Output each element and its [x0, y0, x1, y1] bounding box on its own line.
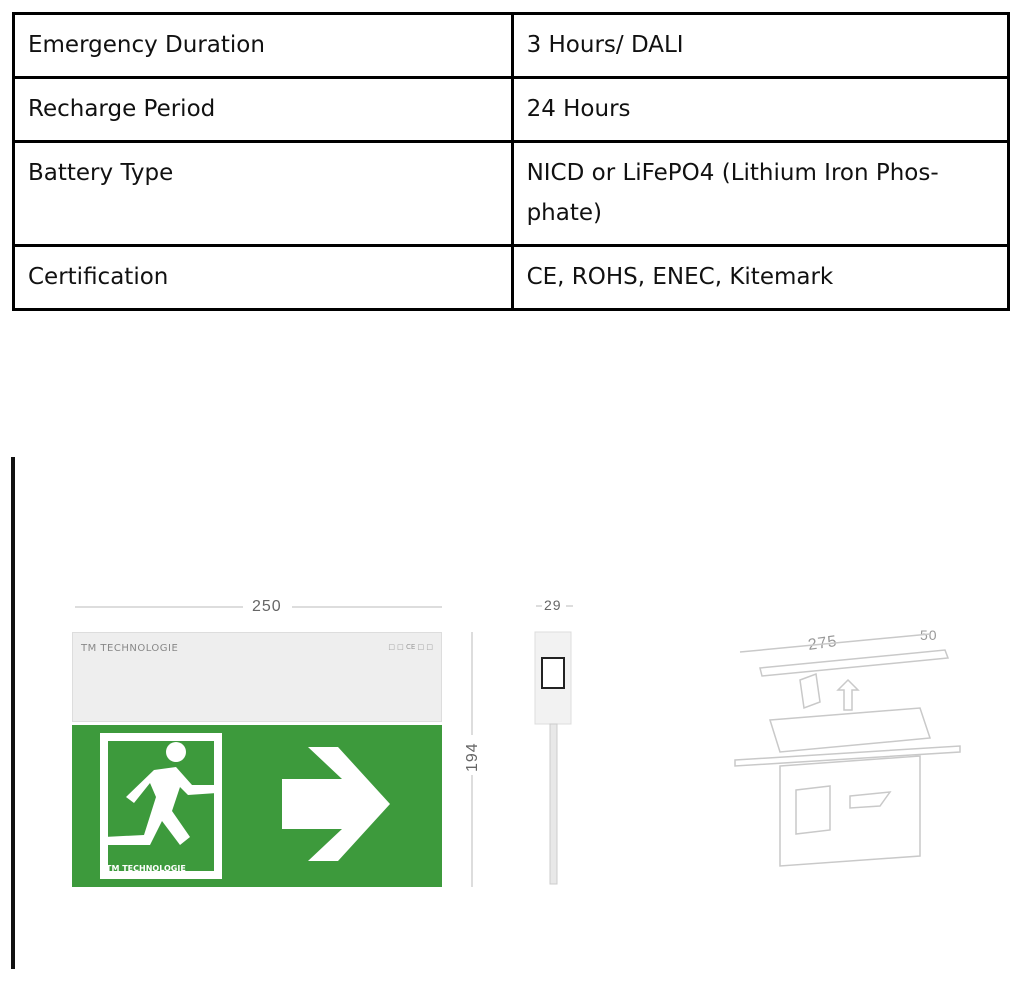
certification-marks-icon: □ □ CE □ □ [388, 643, 433, 651]
spec-value: 3 Hours/ DALI [512, 14, 1008, 78]
exit-sign-front-view [72, 632, 442, 887]
spec-value: 24 Hours [512, 78, 1008, 142]
spec-label: Certification [14, 246, 513, 310]
sign-housing [72, 632, 442, 722]
width-dimension: 250 [252, 598, 282, 615]
installation-diagram [720, 620, 980, 870]
spec-value: NICD or LiFePO4 (Lithium Iron Phos-phate) [512, 142, 1008, 246]
spec-value: CE, ROHS, ENEC, Kitemark [512, 246, 1008, 310]
spec-label: Recharge Period [14, 78, 513, 142]
brand-logo: TM TECHNOLOGIE [81, 643, 179, 654]
spec-label: Emergency Duration [14, 14, 513, 78]
arrow-right-icon [72, 725, 442, 887]
install-depth-dimension: 50 [920, 627, 938, 643]
sign-face [72, 725, 442, 887]
depth-dimension: 29 [544, 597, 562, 613]
side-view-drawing [528, 628, 588, 893]
install-width-dimension: 275 [806, 633, 839, 654]
height-dimension: 194 [464, 742, 481, 772]
brand-logo-small: TM TECHNOLOGIE [106, 864, 186, 873]
spec-label: Battery Type [14, 142, 513, 246]
